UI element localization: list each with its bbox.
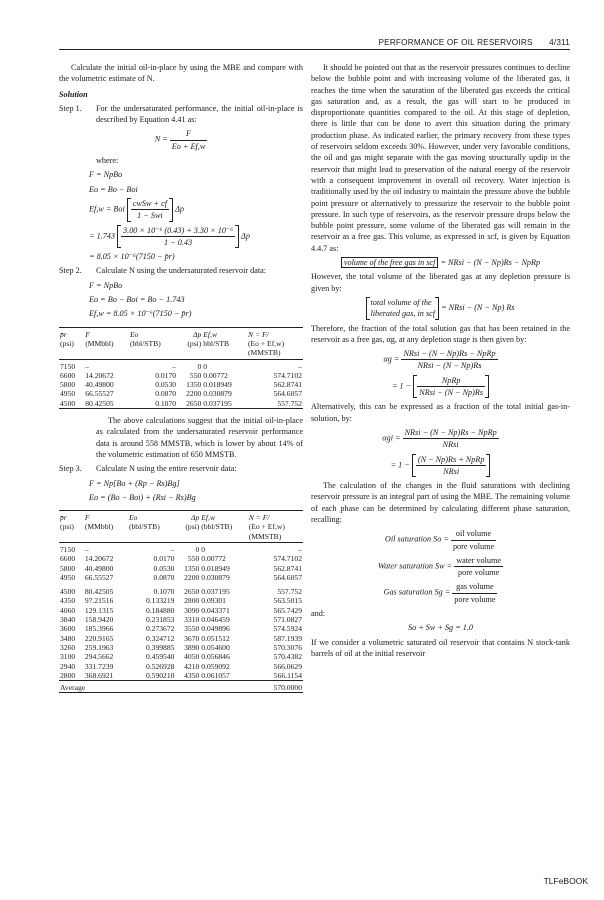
- page-number: 4/311: [549, 38, 570, 47]
- alpha-g-numerator: NRsi − (N − Np)Rs − NpRp: [401, 348, 497, 360]
- table-cell: 129.1315: [84, 605, 114, 615]
- paragraph-above-calculations: The above calculations suggest that the initial oil-in-place as calculated from the undersaturated reservoir performance data is around 558 MMSTB, which is lower by about 14% of the volumetric estimation of 650 MMSTB.: [96, 416, 303, 459]
- table-1-header: bbl/STB: [203, 338, 230, 348]
- and-label: and:: [311, 609, 326, 619]
- table-cell: 3310: [184, 615, 200, 625]
- table-cell: 158.9420: [84, 615, 114, 625]
- oil-saturation-numerator: oil volume: [451, 528, 496, 540]
- table-row: [59, 371, 303, 380]
- equation-efw-fraction: [131, 198, 169, 222]
- alpha-g-lhs: αg =: [383, 354, 400, 364]
- table-cell: 562.8741: [273, 380, 302, 390]
- table-cell: 14.20672: [84, 554, 114, 564]
- table-row: [59, 399, 303, 409]
- running-title: PERFORMANCE OF OIL RESERVOIRS: [378, 38, 533, 47]
- table-cell: 0.030879: [201, 572, 230, 582]
- table-row: [59, 573, 303, 582]
- alpha-gi-2-denominator: NRsi: [443, 466, 460, 476]
- right-column: [311, 62, 570, 659]
- step-2-equation-eo: Eo = Bo − Boi = Bo − 1.743: [89, 295, 185, 305]
- table-cell: 0.056846: [201, 652, 230, 662]
- table-row: [59, 582, 303, 596]
- table-cell: 562.8741: [273, 563, 302, 573]
- table-row: [59, 624, 303, 633]
- table-cell: 2800: [60, 670, 76, 680]
- table-cell: 565.7429: [273, 605, 302, 615]
- table-cell: 7150: [60, 361, 76, 371]
- table-cell: 3090: [184, 605, 200, 615]
- step-1-text: For the undersaturated performance, the initial oil-in-place is described by Equation 4.41 as:: [96, 103, 303, 125]
- table-cell: 566.0629: [273, 661, 302, 671]
- table-cell: –: [172, 361, 177, 371]
- table-cell: 4210: [184, 661, 200, 671]
- table-1-header-top: [59, 327, 303, 339]
- table-cell: 4950: [60, 572, 76, 582]
- equation-n-denominator: Eo + Ef,w: [171, 141, 206, 151]
- table-cell: 7150: [60, 544, 76, 554]
- table-row: [59, 564, 303, 573]
- total-gas-rhs: = NRsi − (N − Np) Rs: [441, 303, 515, 313]
- alpha-g-denominator: NRsi − (N − Np)Rs: [417, 361, 482, 371]
- table-cell: 1350: [186, 380, 202, 390]
- step-2-equation-efw: Ef,w = 8.05 × 10⁻⁶(7150 − p̄r): [89, 309, 192, 319]
- table-cell: 3100: [60, 652, 76, 662]
- gas-saturation-fraction: [452, 581, 497, 605]
- table-cell: 0.030879: [203, 389, 232, 399]
- table-cell: 0.0170: [153, 554, 175, 564]
- table-2-header: F: [84, 511, 128, 523]
- equation-numeric-bracket: [117, 225, 239, 249]
- table-cell: 587.1939: [273, 633, 302, 643]
- equation-free-gas: [311, 257, 570, 268]
- table-1-header: (MMbbl): [85, 338, 114, 348]
- table-cell: 6600: [60, 554, 76, 564]
- alpha-gi-2-lhs: = 1 −: [390, 460, 410, 470]
- table-1-header: (psi): [187, 338, 202, 348]
- table-2-header: (MMSTB): [248, 532, 303, 543]
- table-cell: 0.018949: [203, 380, 232, 390]
- running-header: [365, 38, 571, 47]
- table-cell: 80.42505: [85, 398, 114, 408]
- table-cell: 570.4382: [273, 652, 302, 662]
- oil-saturation-lhs: Oil saturation So =: [384, 534, 449, 544]
- alpha-gi-2-numerator: (N − Np)Rs + NpRp: [416, 454, 487, 466]
- step-3-equation-eo: Eo = (Bo − Boi) + (Rsi − Rs)Bg: [89, 492, 196, 502]
- total-gas-bracket: [366, 297, 439, 320]
- alpha-gi-lhs: αgi =: [382, 433, 401, 443]
- table-row: [59, 615, 303, 624]
- table-1-header: N = F/: [247, 327, 303, 339]
- table-cell: 557.752: [277, 398, 302, 408]
- where-label: where:: [96, 156, 119, 166]
- table-cell: 0.1070: [155, 398, 177, 408]
- table-cell: 368.6921: [84, 670, 114, 680]
- table-cell: 2200: [184, 572, 200, 582]
- table-row: [59, 652, 303, 661]
- table-cell: 574.7102: [273, 554, 302, 564]
- table-2-header: (bbl/STB): [128, 522, 160, 532]
- equation-efw-denominator: 1 − Swi: [137, 211, 163, 221]
- table-1-header: F: [84, 327, 129, 339]
- table-cell: 0: [201, 544, 206, 554]
- table-cell: 185.3966: [84, 624, 114, 634]
- water-saturation-fraction: [454, 555, 503, 579]
- paragraph-fluid-saturations: The calculation of the changes in the fluid saturations with declining reservoir pressure is an integral part of using the MBE. The remaining volume of each phase can be determined by calculating different phase saturation, recalling:: [311, 481, 570, 524]
- table-row: [59, 542, 303, 554]
- equation-n-lhs: N =: [154, 135, 168, 145]
- table-cell: –: [298, 361, 302, 371]
- table-cell: –: [85, 361, 90, 371]
- table-1-header: Eo: [129, 327, 177, 339]
- table-cell: 0.399885: [145, 642, 175, 652]
- table-cell: 2800: [184, 596, 200, 606]
- table-cell: 4350: [184, 670, 200, 680]
- oil-saturation-fraction: [451, 528, 496, 552]
- gas-saturation-numerator: gas volume: [452, 581, 497, 593]
- table-cell: 3480: [60, 633, 76, 643]
- table-row: [59, 606, 303, 615]
- equation-water-saturation: [311, 555, 570, 579]
- table-cell: –: [170, 544, 175, 554]
- table-cell: 0.0170: [155, 370, 177, 380]
- table-cell: 0.0530: [155, 380, 177, 390]
- table-cell: 3670: [184, 633, 200, 643]
- table-cell: –: [84, 544, 89, 554]
- table-2-header: Eo: [128, 511, 175, 523]
- alpha-g-fraction: [401, 348, 497, 372]
- table-cell: 0.054600: [201, 642, 230, 652]
- table-1-header: Ef,w: [202, 327, 247, 339]
- table-cell: 564.6057: [273, 389, 302, 399]
- equation-numeric-denominator: 1 − 0.43: [164, 237, 193, 247]
- equation-n: [59, 128, 303, 152]
- equation-numeric: [89, 225, 303, 249]
- table-row: [59, 554, 303, 563]
- table-cell: 0.037195: [203, 398, 232, 408]
- table-2-header-units: [59, 522, 303, 531]
- table-cell: 550: [187, 554, 200, 564]
- table-cell: 66.55527: [84, 572, 114, 582]
- table-2-header: p̄r: [59, 511, 84, 523]
- equation-numeric-numerator: 3.00 × 10⁻⁶ (0.43) + 3.30 × 10⁻⁶: [121, 225, 235, 237]
- table-cell: 0: [203, 361, 208, 371]
- step-3: [59, 463, 303, 474]
- table-1-header-units: [59, 339, 303, 348]
- solution-heading: Solution: [59, 89, 88, 99]
- equation-numeric-tail: Δp: [241, 231, 250, 241]
- equation-efw: [89, 198, 303, 222]
- equation-total-gas: [311, 297, 570, 320]
- left-column: [59, 62, 303, 693]
- table-cell: 0.1070: [153, 587, 175, 597]
- table-row: [59, 643, 303, 652]
- table-cell: 220.9165: [84, 633, 114, 643]
- equation-n-numerator: F: [170, 128, 208, 140]
- table-cell: 3840: [60, 615, 76, 625]
- table-cell: 3890: [184, 642, 200, 652]
- step-2-text: Calculate N using the undersaturated reservoir data:: [96, 266, 267, 276]
- total-gas-line-2: liberated gas, in scf: [370, 309, 436, 319]
- table-cell: 4950: [60, 389, 76, 399]
- equation-saturation-sum: So + Sw + Sg = 1.0: [407, 623, 474, 633]
- table-cell: 0.0870: [153, 572, 175, 582]
- table-cell: 3260: [60, 642, 76, 652]
- water-saturation-numerator: water volume: [454, 555, 503, 567]
- table-cell: 5800: [60, 563, 76, 573]
- alpha-gi-2-bracket: [412, 454, 491, 478]
- table-cell: 2200: [186, 389, 202, 399]
- equation-efw-bracket: [127, 198, 173, 222]
- table-cell: –: [298, 544, 302, 554]
- equation-alpha-g: [311, 348, 570, 372]
- equation-efw-numerator: cwSw + cf: [131, 198, 169, 210]
- table-cell: 557.752: [277, 587, 302, 597]
- table-cell: 0.049896: [201, 624, 230, 634]
- table-entire-reservoir: [59, 510, 303, 693]
- table-cell: 0.09301: [201, 596, 226, 606]
- equation-f: F = NpBo: [89, 170, 123, 180]
- equation-oil-saturation: [311, 528, 570, 552]
- table-cell: 4050: [184, 652, 200, 662]
- gas-saturation-lhs: Gas saturation Sg =: [383, 588, 451, 598]
- paragraph-alternatively: Alternatively, this can be expressed as a fraction of the total initial gas-in-solution, by:: [311, 402, 570, 423]
- table-cell: 566.1154: [273, 670, 302, 680]
- table-1-body: [59, 359, 303, 408]
- table-cell: 97.21516: [84, 596, 114, 606]
- step-3-label: Step 3.: [59, 464, 82, 474]
- average-label: Average: [59, 681, 248, 693]
- table-1-header: (bbl/STB): [129, 338, 161, 348]
- paragraph-total-volume: However, the total volume of the liberated gas at any depletion pressure is given by:: [311, 272, 570, 293]
- table-cell: 0.231853: [145, 615, 175, 625]
- table-cell: 0.046459: [201, 615, 230, 625]
- step-1: [59, 103, 303, 126]
- footer-publisher: TLFeBOOK: [543, 876, 588, 886]
- table-cell: 0.459540: [145, 652, 175, 662]
- equation-n-fraction: [170, 128, 208, 152]
- table-undersaturated: [59, 327, 303, 409]
- table-1-header: (psi): [60, 338, 74, 348]
- equation-numeric-fraction: [121, 225, 235, 249]
- table-cell: 0.00772: [203, 370, 228, 380]
- table-cell: 2940: [60, 661, 76, 671]
- table-cell: 570.3076: [273, 642, 302, 652]
- alpha-gi-2-fraction: [416, 454, 487, 478]
- table-row: [59, 634, 303, 643]
- table-2-body: [59, 542, 303, 680]
- table-row: [59, 389, 303, 398]
- equation-result: = 8.05 × 10⁻⁶(7150 − p̄r): [89, 252, 175, 262]
- table-1-header: p̄r: [59, 327, 84, 339]
- average-value: 570.0000: [248, 681, 303, 693]
- table-cell: 4500: [60, 587, 76, 597]
- equation-alpha-gi: [311, 427, 570, 451]
- paragraph-fraction-retained: Therefore, the fraction of the total solution gas that has been retained in the reservoir as a free gas, αg, at any depletion stage is then given by:: [311, 323, 570, 344]
- table-2-header: (psi): [185, 522, 200, 532]
- table-1-header: (MMSTB): [247, 348, 303, 359]
- table-cell: 0.273672: [145, 624, 175, 634]
- table-cell: 0.0530: [153, 563, 175, 573]
- free-gas-bracket: volume of the free gas in scf: [341, 257, 439, 268]
- table-cell: 0.037195: [201, 587, 230, 597]
- table-cell: 4350: [60, 596, 76, 606]
- alpha-gi-numerator: NRsi − (N − Np)Rs − NpRp: [403, 427, 499, 439]
- table-cell: 0.059092: [201, 661, 230, 671]
- table-cell: 0.0870: [155, 389, 177, 399]
- free-gas-rhs: = NRsi − (N − Np)Rs − NpRp: [440, 258, 541, 268]
- table-cell: 2650: [184, 587, 200, 597]
- equation-alpha-gi-2: [311, 454, 570, 478]
- header-rule: [59, 49, 570, 50]
- alpha-g-2-denominator: NRsi − (N − Np)Rs: [419, 388, 484, 398]
- table-cell: 574.5924: [273, 624, 302, 634]
- table-cell: 6600: [60, 370, 76, 380]
- table-1-header-mmstb: [59, 348, 303, 359]
- step-3-text: Calculate N using the entire reservoir data:: [96, 464, 237, 474]
- table-2-header: Δp: [175, 511, 200, 523]
- table-cell: 66.55527: [85, 389, 114, 399]
- gas-saturation-denominator: pore volume: [454, 594, 496, 604]
- equation-alpha-g-2: [311, 375, 570, 399]
- step-1-label: Step 1.: [59, 103, 82, 113]
- table-cell: 2650: [186, 398, 202, 408]
- table-cell: 1350: [184, 563, 200, 573]
- alpha-g-2-bracket: [413, 375, 489, 399]
- water-saturation-lhs: Water saturation Sw =: [378, 561, 453, 571]
- paragraph-volumetric-reservoir: If we consider a volumetric saturated oil reservoir that contains N stock-tank barrels of oil at the initial reservoir: [311, 637, 570, 658]
- table-cell: 4500: [60, 398, 76, 408]
- table-cell: 14.20672: [85, 370, 114, 380]
- intro-paragraph: Calculate the initial oil-in-place by using the MBE and compare with the volumetric estimate of N.: [59, 63, 303, 84]
- water-saturation-denominator: pore volume: [458, 568, 500, 578]
- alpha-g-2-numerator: NpRp: [417, 375, 485, 387]
- table-cell: 40.49800: [85, 380, 114, 390]
- table-cell: 294.5662: [84, 652, 114, 662]
- equation-eo: Eo = Bo − Boi: [89, 184, 138, 194]
- table-row: [59, 662, 303, 671]
- step-3-equation-f: F = Np[Bo + (Rp − Rs)Bg]: [89, 478, 180, 488]
- alpha-g-2-fraction: [417, 375, 485, 399]
- table-2-average-row: [59, 681, 303, 693]
- step-2: [59, 265, 303, 276]
- table-1-header: Δp: [177, 327, 202, 339]
- table-cell: 0.526928: [145, 661, 175, 671]
- table-cell: 571.0827: [273, 615, 302, 625]
- table-cell: 550: [189, 370, 202, 380]
- alpha-g-2-lhs: = 1 −: [391, 381, 412, 391]
- table-cell: 0.00772: [201, 554, 226, 564]
- table-cell: 331.7239: [84, 661, 114, 671]
- table-1-header: (Eo + Ef,w): [248, 338, 285, 348]
- table-row: [59, 359, 303, 371]
- table-cell: 0.590210: [145, 670, 175, 680]
- table-2-header-top: [59, 511, 303, 523]
- step-2-equation-f: F = NpBo: [89, 280, 123, 290]
- table-2-header: (Eo + Ef,w): [248, 522, 285, 532]
- equation-efw-tail: Δp: [175, 204, 184, 214]
- table-cell: 574.7102: [273, 370, 302, 380]
- total-gas-line-1: total volume of the: [370, 297, 432, 307]
- table-2-header: N = F/: [248, 511, 303, 523]
- table-cell: 4060: [60, 605, 76, 615]
- table-cell: 3550: [184, 624, 200, 634]
- alpha-gi-fraction: [403, 427, 499, 451]
- table-2-header-mmstb: [59, 532, 303, 543]
- table-cell: 0.018949: [201, 563, 230, 573]
- table-cell: 0.043371: [201, 605, 230, 615]
- table-cell: 0: [197, 361, 202, 371]
- table-cell: 0.324712: [145, 633, 175, 643]
- table-2-header: Ef,w: [200, 511, 247, 523]
- table-row: [59, 671, 303, 681]
- table-2-header: (bbl/STB): [201, 522, 233, 532]
- table-cell: 0.061057: [201, 670, 230, 680]
- equation-numeric-lhs: = 1.743: [89, 231, 115, 241]
- table-cell: 259.1963: [84, 642, 114, 652]
- table-cell: 564.6057: [273, 572, 302, 582]
- table-cell: 5800: [60, 380, 76, 390]
- alpha-gi-denominator: NRsi: [442, 440, 459, 450]
- paragraph-liberated-gas: It should be pointed out that as the reservoir pressures continues to decline below the bubble point and with increasing volume of the liberated gas, it reaches the time when the saturation of the liberated gas exceeds the critical gas saturation and, as a result, the gas will start to be produced in disproportionate quantities compared to the oil. At this stage of depletion, there is little that can be done to avert this situation during the primary production phase. As indicated earlier, the primary recovery from these types of reservoirs seldom exceeds 30%. However, under very favorable conditions, the oil and gas might separate with the gas moving structurally updip in the reservoir that might lead to preservation of the natural energy of the reservoir with a consequent improvement in overall oil recovery. Water injection is traditionally used by the oil industry to maintain the pressure above the bubble point pressure or alternatively to pressurize the reservoir to the bubble point pressure. In such type of reservoirs, as the reservoir pressure drops below the bubble point pressure, some volume of the liberated gas will remain in the reservoir as a free gas. This volume, as expressed in scf, is given by Equation 4.4.7 as:: [311, 63, 570, 253]
- table-2-header: (psi): [60, 522, 74, 532]
- table-cell: 0: [195, 544, 200, 554]
- table-cell: 80.42505: [84, 587, 114, 597]
- step-2-label: Step 2.: [59, 266, 82, 276]
- equation-gas-saturation: [311, 581, 570, 605]
- table-cell: 563.5015: [273, 596, 302, 606]
- oil-saturation-denominator: pore volume: [452, 541, 495, 551]
- table-cell: 3600: [60, 624, 76, 634]
- table-row: [59, 596, 303, 605]
- table-cell: 0.133219: [145, 596, 175, 606]
- table-cell: 0.051512: [201, 633, 230, 643]
- table-cell: 40.49800: [84, 563, 114, 573]
- equation-efw-lhs: Ef,w = Boi: [89, 204, 125, 214]
- table-cell: 0.184880: [145, 605, 175, 615]
- table-row: [59, 380, 303, 389]
- table-2-header: (MMbbl): [84, 522, 114, 532]
